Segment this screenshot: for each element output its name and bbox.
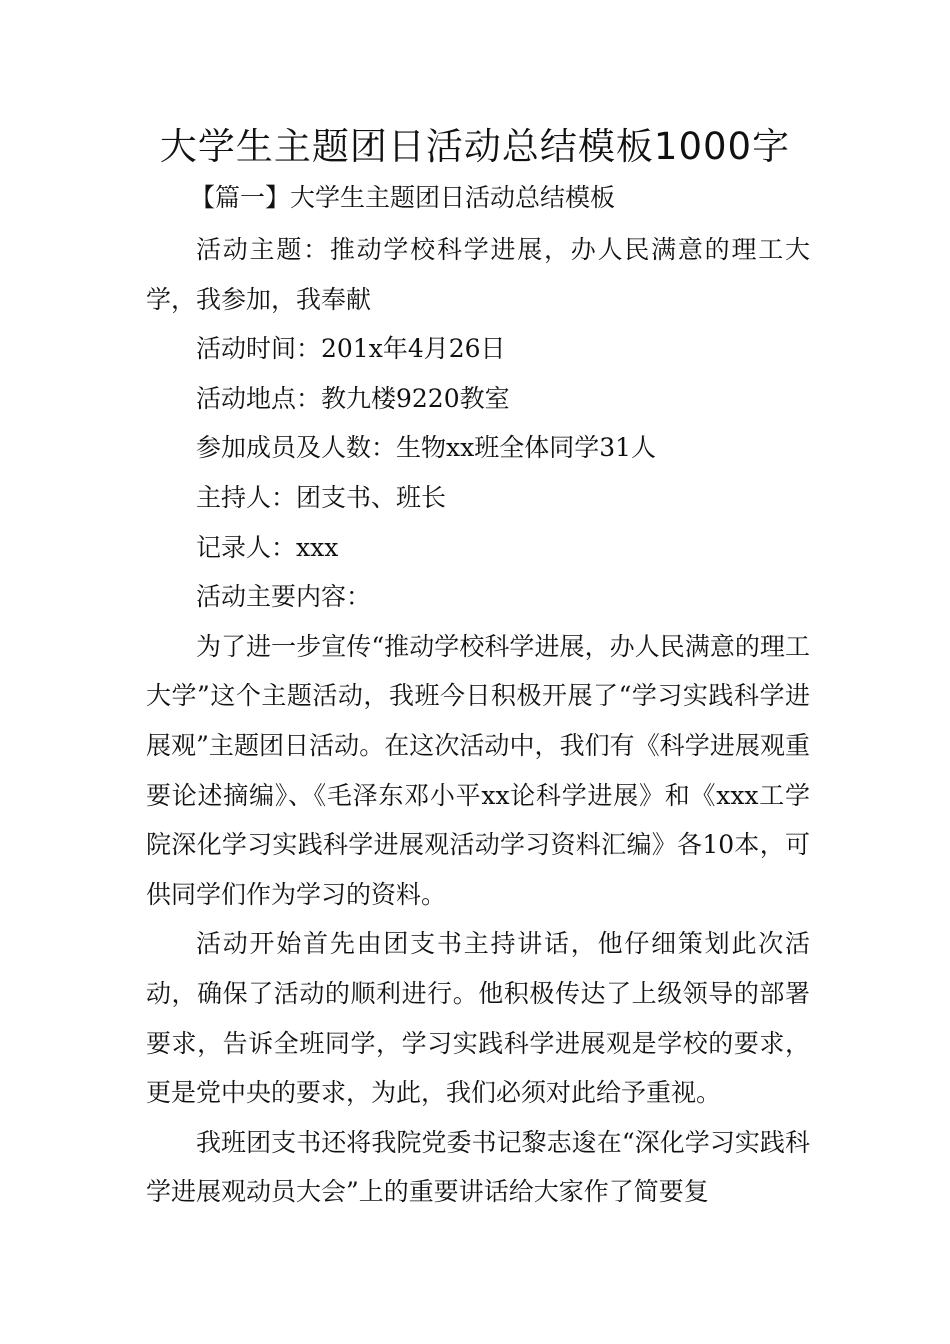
document-title: 大学生主题团日活动总结模板1000字 bbox=[159, 125, 791, 168]
paragraph-participants: 参加成员及人数：生物xx班全体同学31人 bbox=[196, 433, 657, 463]
paragraph-host: 主持人：团支书、班长 bbox=[196, 482, 447, 512]
paragraph-body-3: 我班团支书还将我院党委书记黎志逡在“深化学习实践科学进展观动员大会”上的重要讲话给大家作了简要复 bbox=[146, 1127, 810, 1207]
paragraph-recorder: 记录人：xxx bbox=[196, 532, 339, 562]
paragraph-location: 活动地点：教九楼9220教室 bbox=[196, 383, 510, 413]
paragraph-theme: 活动主题：推动学校科学进展，办人民满意的理工大学，我参加，我奉献 bbox=[146, 235, 810, 314]
paragraph-body-2: 活动开始首先由团支书主持讲话，他仔细策划此次活动，确保了活动的顺利进行。他积极传达了上级领导的部署要求，告诉全班同学，学习实践科学进展观是学校的要求，更是党中央的要求，为此，我们必须对此给予重视。 bbox=[146, 929, 810, 1108]
paragraph-content-heading: 活动主要内容： bbox=[196, 582, 372, 612]
paragraph-time: 活动时间：201x年4月26日 bbox=[196, 334, 506, 364]
document-body bbox=[146, 225, 810, 1217]
paragraph-body-1: 为了进一步宣传“推动学校科学进展，办人民满意的理工大学”这个主题活动，我班今日积极开展了“学习实践科学进展观”主题团日活动。在这次活动中，我们有《科学进展观重要论述摘编》、《毛泽东邓小平xx论科学进展》和《xxx工学院深化学习实践科学进展观活动学习资料汇编》各10本，可供同学们作为学习的资料。 bbox=[146, 631, 810, 909]
section-heading: 【篇一】大学生主题团日活动总结模板 bbox=[190, 183, 616, 212]
